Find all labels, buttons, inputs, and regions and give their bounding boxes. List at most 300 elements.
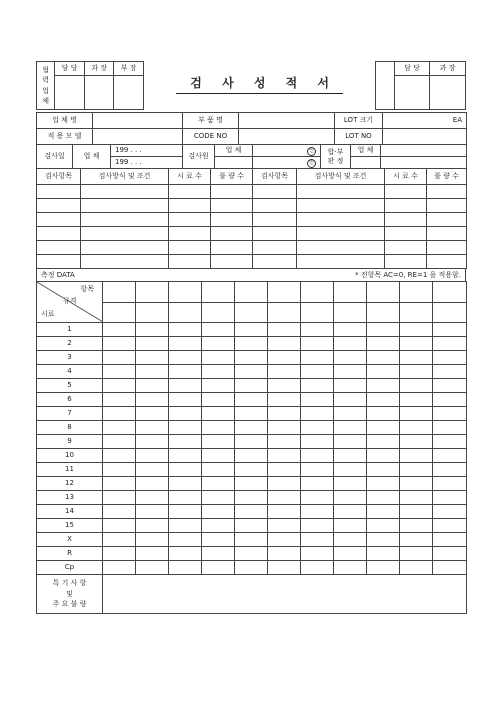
- inspection-cell[interactable]: [385, 241, 427, 255]
- measurement-cell[interactable]: [202, 393, 235, 407]
- measurement-cell[interactable]: [169, 379, 202, 393]
- measurement-cell[interactable]: [301, 365, 334, 379]
- measurement-cell[interactable]: [235, 533, 268, 547]
- measurement-cell[interactable]: [400, 393, 433, 407]
- measurement-cell[interactable]: [136, 337, 169, 351]
- measurement-cell[interactable]: [334, 449, 367, 463]
- measurement-cell[interactable]: [400, 407, 433, 421]
- measurement-cell[interactable]: [367, 351, 400, 365]
- measurement-cell[interactable]: [301, 449, 334, 463]
- measurement-cell[interactable]: [400, 323, 433, 337]
- inspection-cell[interactable]: [169, 199, 211, 213]
- measurement-cell[interactable]: [400, 477, 433, 491]
- inspection-cell[interactable]: [385, 255, 427, 269]
- measurement-cell[interactable]: [433, 365, 467, 379]
- measurement-cell[interactable]: [103, 393, 136, 407]
- measurement-cell[interactable]: [202, 379, 235, 393]
- measurement-cell[interactable]: [235, 421, 268, 435]
- measurement-cell[interactable]: [268, 351, 301, 365]
- measurement-cell[interactable]: [202, 435, 235, 449]
- inspection-cell[interactable]: [81, 227, 169, 241]
- part-name-label: 부 품 명: [183, 113, 239, 129]
- measurement-cell[interactable]: [169, 435, 202, 449]
- measurement-cell[interactable]: [169, 547, 202, 561]
- table-row: [37, 323, 467, 337]
- inspection-cell[interactable]: [297, 227, 385, 241]
- measurement-cell[interactable]: [202, 323, 235, 337]
- measurement-cell[interactable]: [169, 337, 202, 351]
- measurement-cell[interactable]: [103, 421, 136, 435]
- inspection-cell[interactable]: [427, 227, 467, 241]
- measurement-cell[interactable]: [235, 407, 268, 421]
- date-field-2[interactable]: 199 . . .: [111, 157, 183, 169]
- measurement-cell[interactable]: [103, 351, 136, 365]
- measurement-cell[interactable]: [268, 463, 301, 477]
- measurement-cell[interactable]: [433, 477, 467, 491]
- measurement-cell[interactable]: [301, 547, 334, 561]
- table-row: [37, 185, 467, 199]
- measurement-cell[interactable]: [433, 421, 467, 435]
- measurement-cell[interactable]: [301, 351, 334, 365]
- measurement-cell[interactable]: [433, 449, 467, 463]
- inspection-cell[interactable]: [427, 241, 467, 255]
- measurement-cell[interactable]: [400, 337, 433, 351]
- measurement-cell[interactable]: [103, 379, 136, 393]
- company-name-field[interactable]: [93, 113, 183, 129]
- measurement-cell[interactable]: [268, 477, 301, 491]
- measurement-cell[interactable]: [367, 561, 400, 575]
- judgement-vendor-field[interactable]: [381, 145, 467, 157]
- measurement-cell[interactable]: [301, 463, 334, 477]
- measurement-cell[interactable]: [136, 561, 169, 575]
- sign-box-staff[interactable]: [55, 76, 85, 110]
- measurement-cell[interactable]: [202, 533, 235, 547]
- measurement-cell[interactable]: [367, 337, 400, 351]
- measurement-cell[interactable]: [235, 435, 268, 449]
- measurement-cell[interactable]: [268, 421, 301, 435]
- measurement-cell[interactable]: [202, 505, 235, 519]
- measurement-cell[interactable]: [400, 449, 433, 463]
- inspection-cell[interactable]: [297, 241, 385, 255]
- remarks-field[interactable]: [103, 575, 467, 614]
- measurement-cell[interactable]: [169, 533, 202, 547]
- measurement-cell[interactable]: [103, 519, 136, 533]
- measurement-cell[interactable]: [367, 477, 400, 491]
- measurement-item-header[interactable]: [202, 282, 235, 323]
- table-row: [37, 505, 467, 519]
- inspection-cell[interactable]: [81, 213, 169, 227]
- sign-box-director[interactable]: [114, 76, 144, 110]
- measurement-cell[interactable]: [268, 491, 301, 505]
- table-row: [37, 533, 467, 547]
- measurement-cell[interactable]: [268, 407, 301, 421]
- measurement-cell[interactable]: [202, 337, 235, 351]
- measurement-cell[interactable]: [301, 407, 334, 421]
- inspection-cell[interactable]: [427, 199, 467, 213]
- measurement-cell[interactable]: [169, 351, 202, 365]
- measurement-cell[interactable]: [301, 323, 334, 337]
- measurement-cell[interactable]: [400, 547, 433, 561]
- inspection-cell[interactable]: [81, 241, 169, 255]
- measurement-cell[interactable]: [235, 351, 268, 365]
- measurement-cell[interactable]: [433, 337, 467, 351]
- measurement-cell[interactable]: [433, 491, 467, 505]
- measurement-cell[interactable]: [136, 435, 169, 449]
- measurement-cell[interactable]: [136, 365, 169, 379]
- measurement-cell[interactable]: [367, 379, 400, 393]
- model-field[interactable]: [93, 129, 183, 145]
- measurement-cell[interactable]: [136, 505, 169, 519]
- measurement-cell[interactable]: [268, 505, 301, 519]
- measurement-cell[interactable]: [334, 407, 367, 421]
- inspection-cell[interactable]: [427, 255, 467, 269]
- measurement-cell[interactable]: [334, 365, 367, 379]
- measurement-cell[interactable]: [334, 505, 367, 519]
- sample-label: 9: [37, 435, 103, 449]
- measurement-cell[interactable]: [169, 505, 202, 519]
- measurement-cell[interactable]: [268, 449, 301, 463]
- inspection-cell[interactable]: [385, 213, 427, 227]
- measurement-cell[interactable]: [202, 449, 235, 463]
- measurement-cell[interactable]: [169, 491, 202, 505]
- measurement-cell[interactable]: [136, 463, 169, 477]
- measurement-item-header[interactable]: [169, 282, 202, 323]
- measurement-item-header[interactable]: [301, 282, 334, 323]
- measurement-cell[interactable]: [301, 491, 334, 505]
- sample-label: 1: [37, 323, 103, 337]
- measurement-cell[interactable]: [400, 435, 433, 449]
- measurement-item-header[interactable]: [367, 282, 400, 323]
- measurement-cell[interactable]: [202, 407, 235, 421]
- measurement-cell[interactable]: [103, 533, 136, 547]
- measurement-cell[interactable]: [268, 435, 301, 449]
- measurement-cell[interactable]: [268, 547, 301, 561]
- measurement-cell[interactable]: [103, 407, 136, 421]
- measurement-cell[interactable]: [400, 421, 433, 435]
- inspection-header-0: 검사항목: [37, 169, 81, 185]
- measurement-item-header[interactable]: [136, 282, 169, 323]
- measurement-cell[interactable]: [169, 463, 202, 477]
- inspection-cell[interactable]: [253, 199, 297, 213]
- measurement-cell[interactable]: [367, 463, 400, 477]
- measurement-cell[interactable]: [367, 505, 400, 519]
- measurement-cell[interactable]: [103, 365, 136, 379]
- inspection-cell[interactable]: [211, 227, 253, 241]
- measurement-cell[interactable]: [367, 491, 400, 505]
- measurement-cell[interactable]: [235, 449, 268, 463]
- measurement-cell[interactable]: [235, 561, 268, 575]
- measurement-item-header[interactable]: [268, 282, 301, 323]
- inspection-cell[interactable]: [297, 199, 385, 213]
- date-vendor-label: 업 체: [73, 145, 111, 169]
- measurement-cell[interactable]: [169, 421, 202, 435]
- measurement-item-header[interactable]: [334, 282, 367, 323]
- inspection-cell[interactable]: [211, 255, 253, 269]
- measurement-cell[interactable]: [301, 421, 334, 435]
- inspection-cell[interactable]: [211, 213, 253, 227]
- inspection-cell[interactable]: [297, 185, 385, 199]
- measurement-cell[interactable]: [136, 491, 169, 505]
- measurement-cell[interactable]: [103, 561, 136, 575]
- measurement-cell[interactable]: [136, 547, 169, 561]
- measurement-cell[interactable]: [136, 379, 169, 393]
- inspection-cell[interactable]: [253, 227, 297, 241]
- inspection-header-5: 검사방식 및 조건: [297, 169, 385, 185]
- measurement-cell[interactable]: [433, 435, 467, 449]
- inspection-cell[interactable]: [37, 241, 81, 255]
- measurement-cell[interactable]: [136, 393, 169, 407]
- measurement-cell[interactable]: [367, 323, 400, 337]
- measurement-cell[interactable]: [433, 519, 467, 533]
- measurement-cell[interactable]: [400, 491, 433, 505]
- measurement-cell[interactable]: [103, 449, 136, 463]
- measurement-cell[interactable]: [301, 379, 334, 393]
- info-table: [36, 112, 467, 145]
- measurement-cell[interactable]: [268, 561, 301, 575]
- code-no-field[interactable]: [239, 129, 335, 145]
- measurement-cell[interactable]: [334, 337, 367, 351]
- measurement-cell[interactable]: [400, 505, 433, 519]
- measurement-cell[interactable]: [334, 393, 367, 407]
- measurement-cell[interactable]: [433, 533, 467, 547]
- inspection-cell[interactable]: [169, 255, 211, 269]
- measurement-cell[interactable]: [202, 477, 235, 491]
- measurement-cell[interactable]: [334, 323, 367, 337]
- sign-box-manager[interactable]: [84, 76, 114, 110]
- measurement-cell[interactable]: [103, 505, 136, 519]
- measurement-cell[interactable]: [334, 547, 367, 561]
- measurement-cell[interactable]: [433, 561, 467, 575]
- measurement-cell[interactable]: [136, 449, 169, 463]
- inspection-cell[interactable]: [253, 255, 297, 269]
- measurement-cell[interactable]: [400, 351, 433, 365]
- measurement-cell[interactable]: [136, 519, 169, 533]
- measurement-cell[interactable]: [268, 519, 301, 533]
- measurement-cell[interactable]: [301, 533, 334, 547]
- partner-company-label: 협 력 업 체: [37, 62, 55, 110]
- inspector-vendor-sign[interactable]: [253, 145, 321, 157]
- measurement-cell[interactable]: [235, 323, 268, 337]
- sign-box-right-manager[interactable]: [430, 76, 466, 110]
- measurement-item-header[interactable]: [400, 282, 433, 323]
- measurement-cell[interactable]: [301, 435, 334, 449]
- measurement-cell[interactable]: [136, 351, 169, 365]
- measurement-item-header[interactable]: [433, 282, 467, 323]
- measurement-cell[interactable]: [301, 505, 334, 519]
- measurement-cell[interactable]: [268, 323, 301, 337]
- inspection-cell[interactable]: [427, 213, 467, 227]
- measurement-cell[interactable]: [301, 477, 334, 491]
- measurement-cell[interactable]: [367, 407, 400, 421]
- sample-label: 13: [37, 491, 103, 505]
- inspection-cell[interactable]: [253, 241, 297, 255]
- measurement-cell[interactable]: [301, 519, 334, 533]
- measurement-cell[interactable]: [268, 365, 301, 379]
- measurement-cell[interactable]: [433, 393, 467, 407]
- measurement-cell[interactable]: [367, 435, 400, 449]
- measurement-cell[interactable]: [136, 421, 169, 435]
- measurement-cell[interactable]: [136, 533, 169, 547]
- inspection-cell[interactable]: [37, 199, 81, 213]
- measurement-cell[interactable]: [367, 533, 400, 547]
- inspection-cell[interactable]: [169, 185, 211, 199]
- measurement-cell[interactable]: [169, 477, 202, 491]
- inspection-cell[interactable]: [81, 185, 169, 199]
- measurement-cell[interactable]: [103, 463, 136, 477]
- measurement-cell[interactable]: [301, 561, 334, 575]
- measurement-item-header[interactable]: [235, 282, 268, 323]
- measurement-cell[interactable]: [400, 519, 433, 533]
- measurement-cell[interactable]: [334, 477, 367, 491]
- measurement-cell[interactable]: [433, 407, 467, 421]
- inspection-cell[interactable]: [385, 227, 427, 241]
- date-field-1[interactable]: 199 . . .: [111, 145, 183, 157]
- measurement-cell[interactable]: [103, 323, 136, 337]
- inspection-cell[interactable]: [169, 213, 211, 227]
- measurement-cell[interactable]: [169, 393, 202, 407]
- inspection-cell[interactable]: [385, 185, 427, 199]
- table-row: [37, 421, 467, 435]
- measurement-cell[interactable]: [202, 519, 235, 533]
- measurement-cell[interactable]: [334, 533, 367, 547]
- measurement-cell[interactable]: [169, 323, 202, 337]
- approval-left-manager: 과 장: [84, 62, 114, 76]
- inspection-cell[interactable]: [253, 213, 297, 227]
- measurement-cell[interactable]: [268, 533, 301, 547]
- measurement-cell[interactable]: [367, 519, 400, 533]
- measurement-cell[interactable]: [334, 379, 367, 393]
- measurement-cell[interactable]: [367, 393, 400, 407]
- seal-icon: 인: [307, 159, 316, 168]
- measurement-cell[interactable]: [334, 491, 367, 505]
- measurement-cell[interactable]: [433, 351, 467, 365]
- measurement-cell[interactable]: [433, 547, 467, 561]
- measurement-cell[interactable]: [235, 519, 268, 533]
- judgement-field[interactable]: [381, 157, 467, 169]
- measurement-cell[interactable]: [400, 379, 433, 393]
- measurement-cell[interactable]: [301, 337, 334, 351]
- measurement-cell[interactable]: [367, 547, 400, 561]
- measurement-header-row: [37, 282, 467, 323]
- measurement-cell[interactable]: [169, 449, 202, 463]
- inspection-cell[interactable]: [211, 199, 253, 213]
- part-name-field[interactable]: [239, 113, 335, 129]
- inspection-cell[interactable]: [169, 241, 211, 255]
- inspection-cell[interactable]: [297, 255, 385, 269]
- measurement-cell[interactable]: [433, 323, 467, 337]
- measurement-cell[interactable]: [235, 337, 268, 351]
- measurement-cell[interactable]: [301, 393, 334, 407]
- inspection-cell[interactable]: [427, 185, 467, 199]
- measurement-item-header[interactable]: [103, 282, 136, 323]
- measurement-cell[interactable]: [235, 393, 268, 407]
- table-row: [37, 365, 467, 379]
- inspection-cell[interactable]: [211, 185, 253, 199]
- measurement-cell[interactable]: [169, 365, 202, 379]
- inspection-cell[interactable]: [211, 241, 253, 255]
- measurement-cell[interactable]: [103, 477, 136, 491]
- measurement-cell[interactable]: [334, 463, 367, 477]
- inspection-cell[interactable]: [37, 255, 81, 269]
- inspection-cell[interactable]: [37, 227, 81, 241]
- approval-header: [36, 61, 466, 110]
- inspection-cell[interactable]: [37, 185, 81, 199]
- measurement-cell[interactable]: [103, 435, 136, 449]
- sample-label: 6: [37, 393, 103, 407]
- measurement-cell[interactable]: [103, 547, 136, 561]
- sign-box-right-staff[interactable]: [394, 76, 430, 110]
- inspection-cell[interactable]: [81, 199, 169, 213]
- measurement-cell[interactable]: [433, 463, 467, 477]
- measurement-cell[interactable]: [367, 421, 400, 435]
- measurement-cell[interactable]: [235, 379, 268, 393]
- inspection-cell[interactable]: [37, 213, 81, 227]
- measurement-cell[interactable]: [268, 379, 301, 393]
- measurement-cell[interactable]: [235, 547, 268, 561]
- measurement-cell[interactable]: [202, 463, 235, 477]
- sample-label: 14: [37, 505, 103, 519]
- measurement-cell[interactable]: [334, 421, 367, 435]
- measurement-cell[interactable]: [235, 505, 268, 519]
- measurement-cell[interactable]: [433, 505, 467, 519]
- measurement-cell[interactable]: [433, 379, 467, 393]
- inspection-cell[interactable]: [385, 199, 427, 213]
- measurement-cell[interactable]: [169, 561, 202, 575]
- measurement-cell[interactable]: [400, 533, 433, 547]
- inspection-cell[interactable]: [253, 185, 297, 199]
- measurement-cell[interactable]: [169, 407, 202, 421]
- measurement-cell[interactable]: [103, 337, 136, 351]
- measurement-cell[interactable]: [268, 393, 301, 407]
- measurement-cell[interactable]: [235, 365, 268, 379]
- measurement-cell[interactable]: [202, 351, 235, 365]
- inspection-cell[interactable]: [297, 213, 385, 227]
- measurement-cell[interactable]: [334, 351, 367, 365]
- measurement-cell[interactable]: [334, 435, 367, 449]
- measurement-cell[interactable]: [334, 561, 367, 575]
- inspection-header-1: 검사방식 및 조건: [81, 169, 169, 185]
- measurement-cell[interactable]: [400, 561, 433, 575]
- measurement-cell[interactable]: [235, 463, 268, 477]
- inspection-cell[interactable]: [81, 255, 169, 269]
- measurement-cell[interactable]: [334, 519, 367, 533]
- measurement-cell[interactable]: [202, 365, 235, 379]
- measurement-cell[interactable]: [136, 407, 169, 421]
- measurement-cell[interactable]: [400, 365, 433, 379]
- measurement-cell[interactable]: [235, 491, 268, 505]
- measurement-cell[interactable]: [235, 477, 268, 491]
- inspection-cell[interactable]: [169, 227, 211, 241]
- measurement-cell[interactable]: [367, 449, 400, 463]
- measurement-cell[interactable]: [268, 337, 301, 351]
- table-row: [37, 255, 467, 269]
- lot-size-field[interactable]: EA: [383, 113, 467, 129]
- measurement-cell[interactable]: [202, 561, 235, 575]
- measurement-cell[interactable]: [136, 323, 169, 337]
- measurement-cell[interactable]: [202, 491, 235, 505]
- measurement-cell[interactable]: [202, 547, 235, 561]
- measurement-cell[interactable]: [202, 421, 235, 435]
- measurement-cell[interactable]: [103, 491, 136, 505]
- inspector-sign[interactable]: [253, 157, 321, 169]
- measurement-cell[interactable]: [400, 463, 433, 477]
- sample-label: 11: [37, 463, 103, 477]
- measurement-note: * 전항목 AC=0, RE=1 을 적용함.: [251, 269, 466, 282]
- measurement-cell[interactable]: [136, 477, 169, 491]
- measurement-cell[interactable]: [367, 365, 400, 379]
- measurement-cell[interactable]: [169, 519, 202, 533]
- lot-no-field[interactable]: [383, 129, 467, 145]
